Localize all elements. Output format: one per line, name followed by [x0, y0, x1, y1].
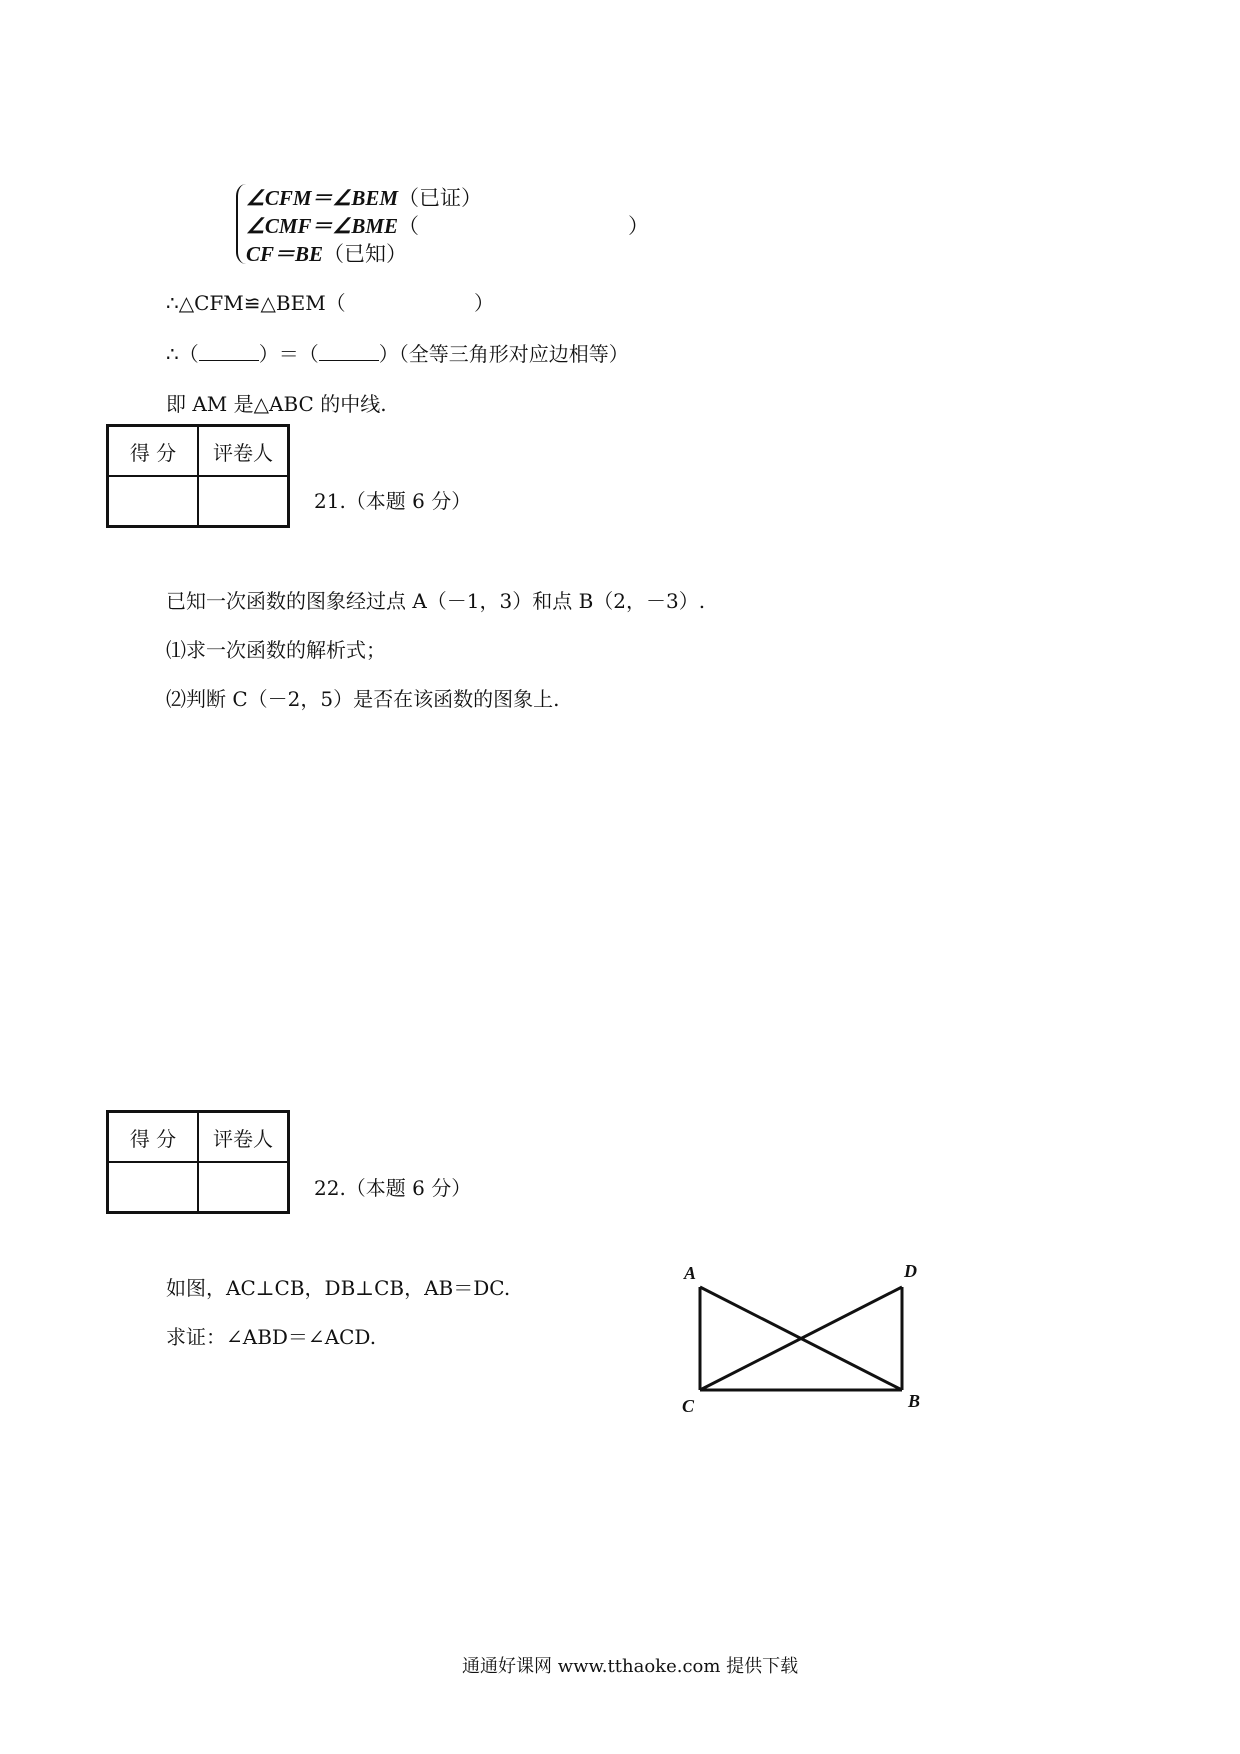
label-B: B: [908, 1391, 921, 1411]
score-label: 得 分: [108, 426, 199, 477]
question-21-part-1: ⑴求一次函数的解析式；: [166, 638, 386, 662]
grader-cell: [198, 1162, 289, 1213]
question-21-part-2: ⑵判断 C（－2，5）是否在该函数的图象上.: [166, 687, 560, 711]
question-21-heading: 21.（本题 6 分）: [314, 489, 472, 513]
score-cell: [108, 1162, 199, 1213]
proof-condition-2: ∠CMF＝∠BME（: [246, 214, 420, 238]
score-table-22: [106, 1110, 290, 1214]
congruence-statement: ∴△CFM≌△BEM（: [166, 291, 346, 315]
geometry-figure: [670, 1255, 940, 1420]
grader-label: 评卷人: [198, 426, 289, 477]
label-D: D: [904, 1261, 917, 1281]
proof-condition-3: CF＝BE（已知）: [246, 242, 408, 266]
label-C: C: [682, 1396, 695, 1416]
grader-label: 评卷人: [198, 1112, 289, 1163]
blank-side-1: [199, 342, 259, 361]
score-table-21: [106, 424, 290, 528]
question-22-heading: 22.（本题 6 分）: [314, 1176, 472, 1200]
question-22-statement: 如图，AC⊥CB，DB⊥CB，AB＝DC.: [166, 1276, 511, 1300]
proof-condition-1: ∠CFM＝∠BEM（已证）: [246, 186, 483, 210]
congruence-reason-close: ）: [474, 291, 494, 315]
page-footer: 通通好课网 www.tthaoke.com 提供下载: [462, 1656, 799, 1677]
question-21-statement: 已知一次函数的图象经过点 A（－1，3）和点 B（2，－3）.: [166, 589, 706, 613]
grader-cell: [198, 476, 289, 527]
label-A: A: [684, 1263, 697, 1283]
equal-sides-statement: ∴（ ）＝（ ）（全等三角形对应边相等）: [166, 342, 629, 366]
blank-side-2: [319, 342, 379, 361]
score-cell: [108, 476, 199, 527]
score-label: 得 分: [108, 1112, 199, 1163]
proof-condition-2-close: ）: [628, 214, 649, 238]
question-22-prove: 求证：∠ABD＝∠ACD.: [166, 1325, 377, 1349]
proof-conclusion: 即 AM 是△ABC 的中线.: [166, 392, 387, 416]
